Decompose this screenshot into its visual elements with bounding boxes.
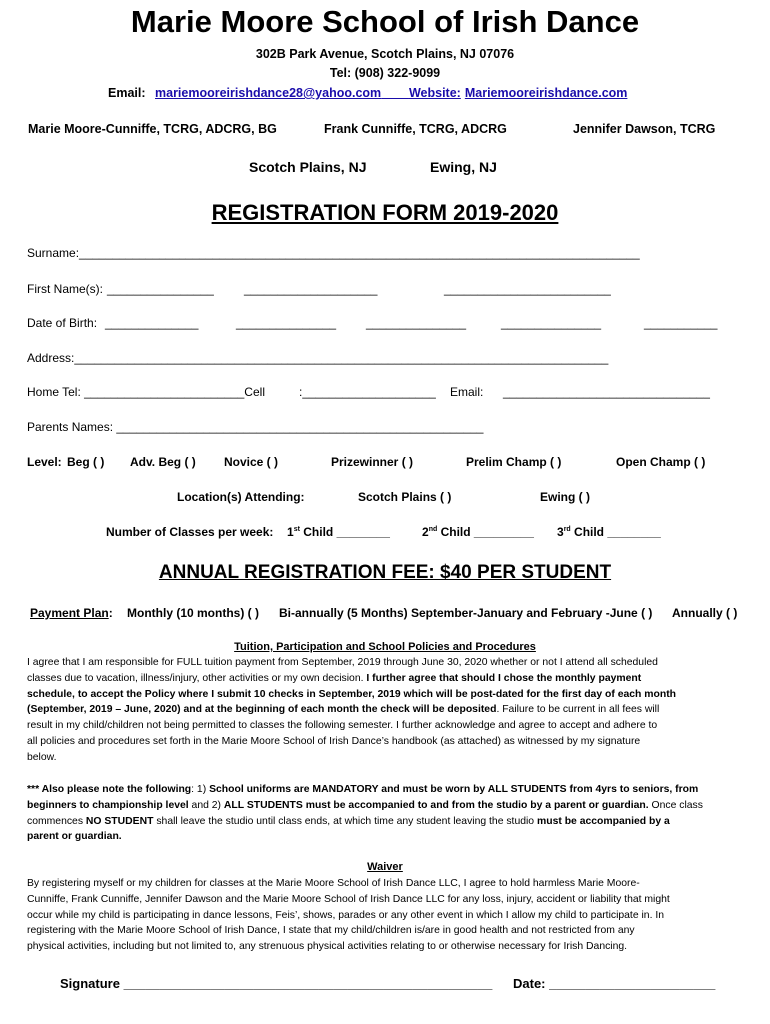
note-line (27, 782, 743, 798)
waiver-line: By registering myself or my children for classes at the Marie Moore School of Irish Dance LLC, I agree to hold harmless Marie Moore- (27, 878, 640, 889)
note-bold-text: *** Also please note the following (27, 784, 192, 795)
note-bold-text: ALL STUDENTS must be accompanied to and from the studio by a parent or guardian. (223, 799, 649, 811)
note-text: Once class (648, 799, 703, 811)
level-beg-checkbox[interactable]: Beg ( ) (67, 455, 105, 469)
email-link[interactable]: mariemooreirishdance28@yahoo.com (155, 86, 382, 100)
attend-scotch-plains-checkbox[interactable]: Scotch Plains ( ) (358, 490, 452, 504)
attend-ewing-checkbox[interactable]: Ewing ( ) (540, 490, 590, 504)
locations-attending-label: Location(s) Attending: (177, 490, 305, 504)
school-address: 302B Park Avenue, Scotch Plains, NJ 07076 (255, 47, 515, 61)
policies-heading: Tuition, Participation and School Policies and Procedures (234, 641, 536, 653)
email-field-label: Email: (450, 385, 484, 399)
level-adv-beg-checkbox[interactable]: Adv. Beg ( ) (130, 455, 196, 469)
dob-field-3[interactable]: _______________ (366, 316, 467, 330)
instructor-1: Marie Moore-Cunniffe, TCRG, ADCRG, BG (28, 122, 277, 136)
email-field[interactable]: _______________________________ (503, 385, 710, 399)
waiver-line: physical activities, including but not limited to, any strenuous physical activities relating to or otherwise necessary for Irish Dancing. (27, 941, 628, 953)
home-tel-field[interactable]: Home Tel: ________________________Cell (27, 385, 265, 399)
dob-field-2[interactable]: _______________ (236, 316, 337, 330)
classes-per-week-label: Number of Classes per week: (106, 525, 274, 539)
child-1-suffix: st (293, 526, 300, 533)
classes-child-1-field[interactable] (287, 525, 390, 539)
child-3-text: Child ________ (570, 525, 661, 539)
website-link[interactable]: Mariemooreirishdance.com (464, 86, 628, 100)
first-names-label: First Name(s): (27, 282, 103, 296)
waiver-line: occur while my child is participating in dance lessons, Feis’, shows, parades or any other event in which I allow my child to participate in. In (27, 909, 665, 921)
school-title: Marie Moore School of Irish Dance (130, 4, 640, 39)
payment-annual-checkbox[interactable]: Annually ( ) (672, 606, 738, 620)
level-open-champ-checkbox[interactable]: Open Champ ( ) (616, 455, 706, 469)
address-field[interactable]: Address:________________________________________________________________________________ (27, 351, 609, 365)
waiver-paragraph (27, 876, 743, 955)
note-bold-text: School uniforms are MANDATORY and must be worn by ALL STUDENTS from 4yrs to seniors, from (209, 784, 699, 795)
payment-plan-colon: : (108, 606, 113, 620)
website-label: Website: (408, 86, 461, 100)
note-text: shall leave the studio until class ends, at which time any student leaving the studio (153, 815, 537, 827)
classes-child-2-field[interactable] (422, 525, 534, 539)
instructor-2: Frank Cunniffe, TCRG, ADCRG (324, 122, 507, 136)
payment-plan-label: Payment Plan (30, 606, 109, 620)
note-line (27, 798, 743, 814)
policy-text: classes due to vacation, illness/injury, other activities or my own decision. (27, 672, 367, 684)
level-label: Level: (27, 455, 62, 469)
annual-fee-heading: ANNUAL REGISTRATION FEE: $40 PER STUDENT (158, 562, 612, 583)
note-bold-text: NO STUDENT (85, 815, 154, 827)
dob-field-1[interactable]: ______________ (105, 316, 199, 330)
child-2-suffix: nd (428, 526, 438, 533)
dob-label: Date of Birth: (27, 316, 98, 330)
date-field[interactable]: Date: _______________________ (513, 976, 716, 991)
link-spacer (381, 86, 409, 100)
child-2-text: Child _________ (437, 525, 534, 539)
first-name-field-3[interactable]: _________________________ (444, 282, 611, 296)
policy-line: all policies and procedures set forth in the Marie Moore School of Irish Dance’s handbook (as attached) as witnessed by my signature (27, 735, 641, 747)
child-1-number: 1 (287, 525, 294, 539)
dob-field-5[interactable]: ___________ (644, 316, 718, 330)
policy-line: I agree that I am responsible for FULL tuition payment from September, 2019 through June 30, 2020 whether or not I attend all scheduled (27, 657, 658, 668)
location-scotch-plains: Scotch Plains, NJ (249, 159, 367, 175)
signature-field[interactable]: Signature ___________________________________________________ (60, 976, 493, 991)
child-3-number: 3 (557, 525, 564, 539)
instructor-3: Jennifer Dawson, TCRG (573, 122, 716, 136)
first-name-field-1[interactable]: ________________ (107, 282, 214, 296)
waiver-line: registering with the Marie Moore School of Irish Dance, I state that my child/children is/are in good health and not restricted from any (27, 925, 635, 937)
policy-text: . Failure to be current in all fees will (496, 704, 660, 716)
policy-line: below. (27, 751, 57, 763)
child-3-suffix: rd (563, 526, 571, 533)
dob-field-4[interactable]: _______________ (501, 316, 602, 330)
surname-field[interactable]: Surname:____________________________________________________________________________________ (27, 246, 640, 260)
note-text: and 2) (188, 799, 224, 811)
location-ewing: Ewing, NJ (430, 159, 497, 175)
policy-line: schedule, to accept the Policy where I submit 10 checks in September, 2019 which will be post-dated for the first day of each month (27, 688, 677, 700)
parents-names-field[interactable]: Parents Names: _______________________________________________________ (27, 420, 484, 434)
payment-biannual-checkbox[interactable]: Bi-annually (5 Months) September-January and February -June ( ) (279, 606, 653, 620)
email-label: Email: (108, 86, 146, 100)
note-line (27, 814, 743, 830)
level-prizewinner-checkbox[interactable]: Prizewinner ( ) (331, 455, 414, 469)
note-paragraph (27, 782, 743, 845)
policy-line (27, 702, 743, 718)
policy-line (27, 671, 743, 687)
policy-bold-text: I further agree that should I chose the monthly payment (366, 672, 642, 684)
first-name-field-2[interactable]: ____________________ (244, 282, 378, 296)
note-line: parent or guardian. (27, 831, 122, 843)
contact-line (108, 86, 627, 100)
school-phone: Tel: (908) 322-9099 (329, 66, 441, 80)
policy-line: result in my child/children not being permitted to classes the following semester. I further acknowledge and agree to accept and adhere to (27, 720, 658, 732)
payment-plan-row (30, 606, 113, 620)
policies-paragraph (27, 655, 743, 766)
note-bold-text: must be accompanied by a (536, 815, 670, 827)
policy-bold-text: (September, 2019 – June, 2020) and at the beginning of each month the check will be deposited (27, 704, 497, 716)
child-2-number: 2 (422, 525, 429, 539)
cell-field[interactable]: :____________________ (299, 385, 436, 399)
form-title: REGISTRATION FORM 2019-2020 (211, 200, 559, 225)
level-novice-checkbox[interactable]: Novice ( ) (224, 455, 279, 469)
child-1-text: Child ________ (299, 525, 390, 539)
note-bold-text: beginners to championship level (27, 799, 189, 811)
note-text: : 1) (191, 784, 210, 795)
waiver-heading: Waiver (367, 861, 403, 873)
waiver-line: Cunniffe, Frank Cunniffe, Jennifer Dawson and the Marie Moore School of Irish Dance LLC for any loss, injury, accident or liability that might (27, 893, 670, 905)
level-prelim-champ-checkbox[interactable]: Prelim Champ ( ) (466, 455, 562, 469)
note-text: commences (27, 815, 86, 827)
payment-monthly-checkbox[interactable]: Monthly (10 months) ( ) (127, 606, 259, 620)
classes-child-3-field[interactable] (557, 525, 661, 539)
